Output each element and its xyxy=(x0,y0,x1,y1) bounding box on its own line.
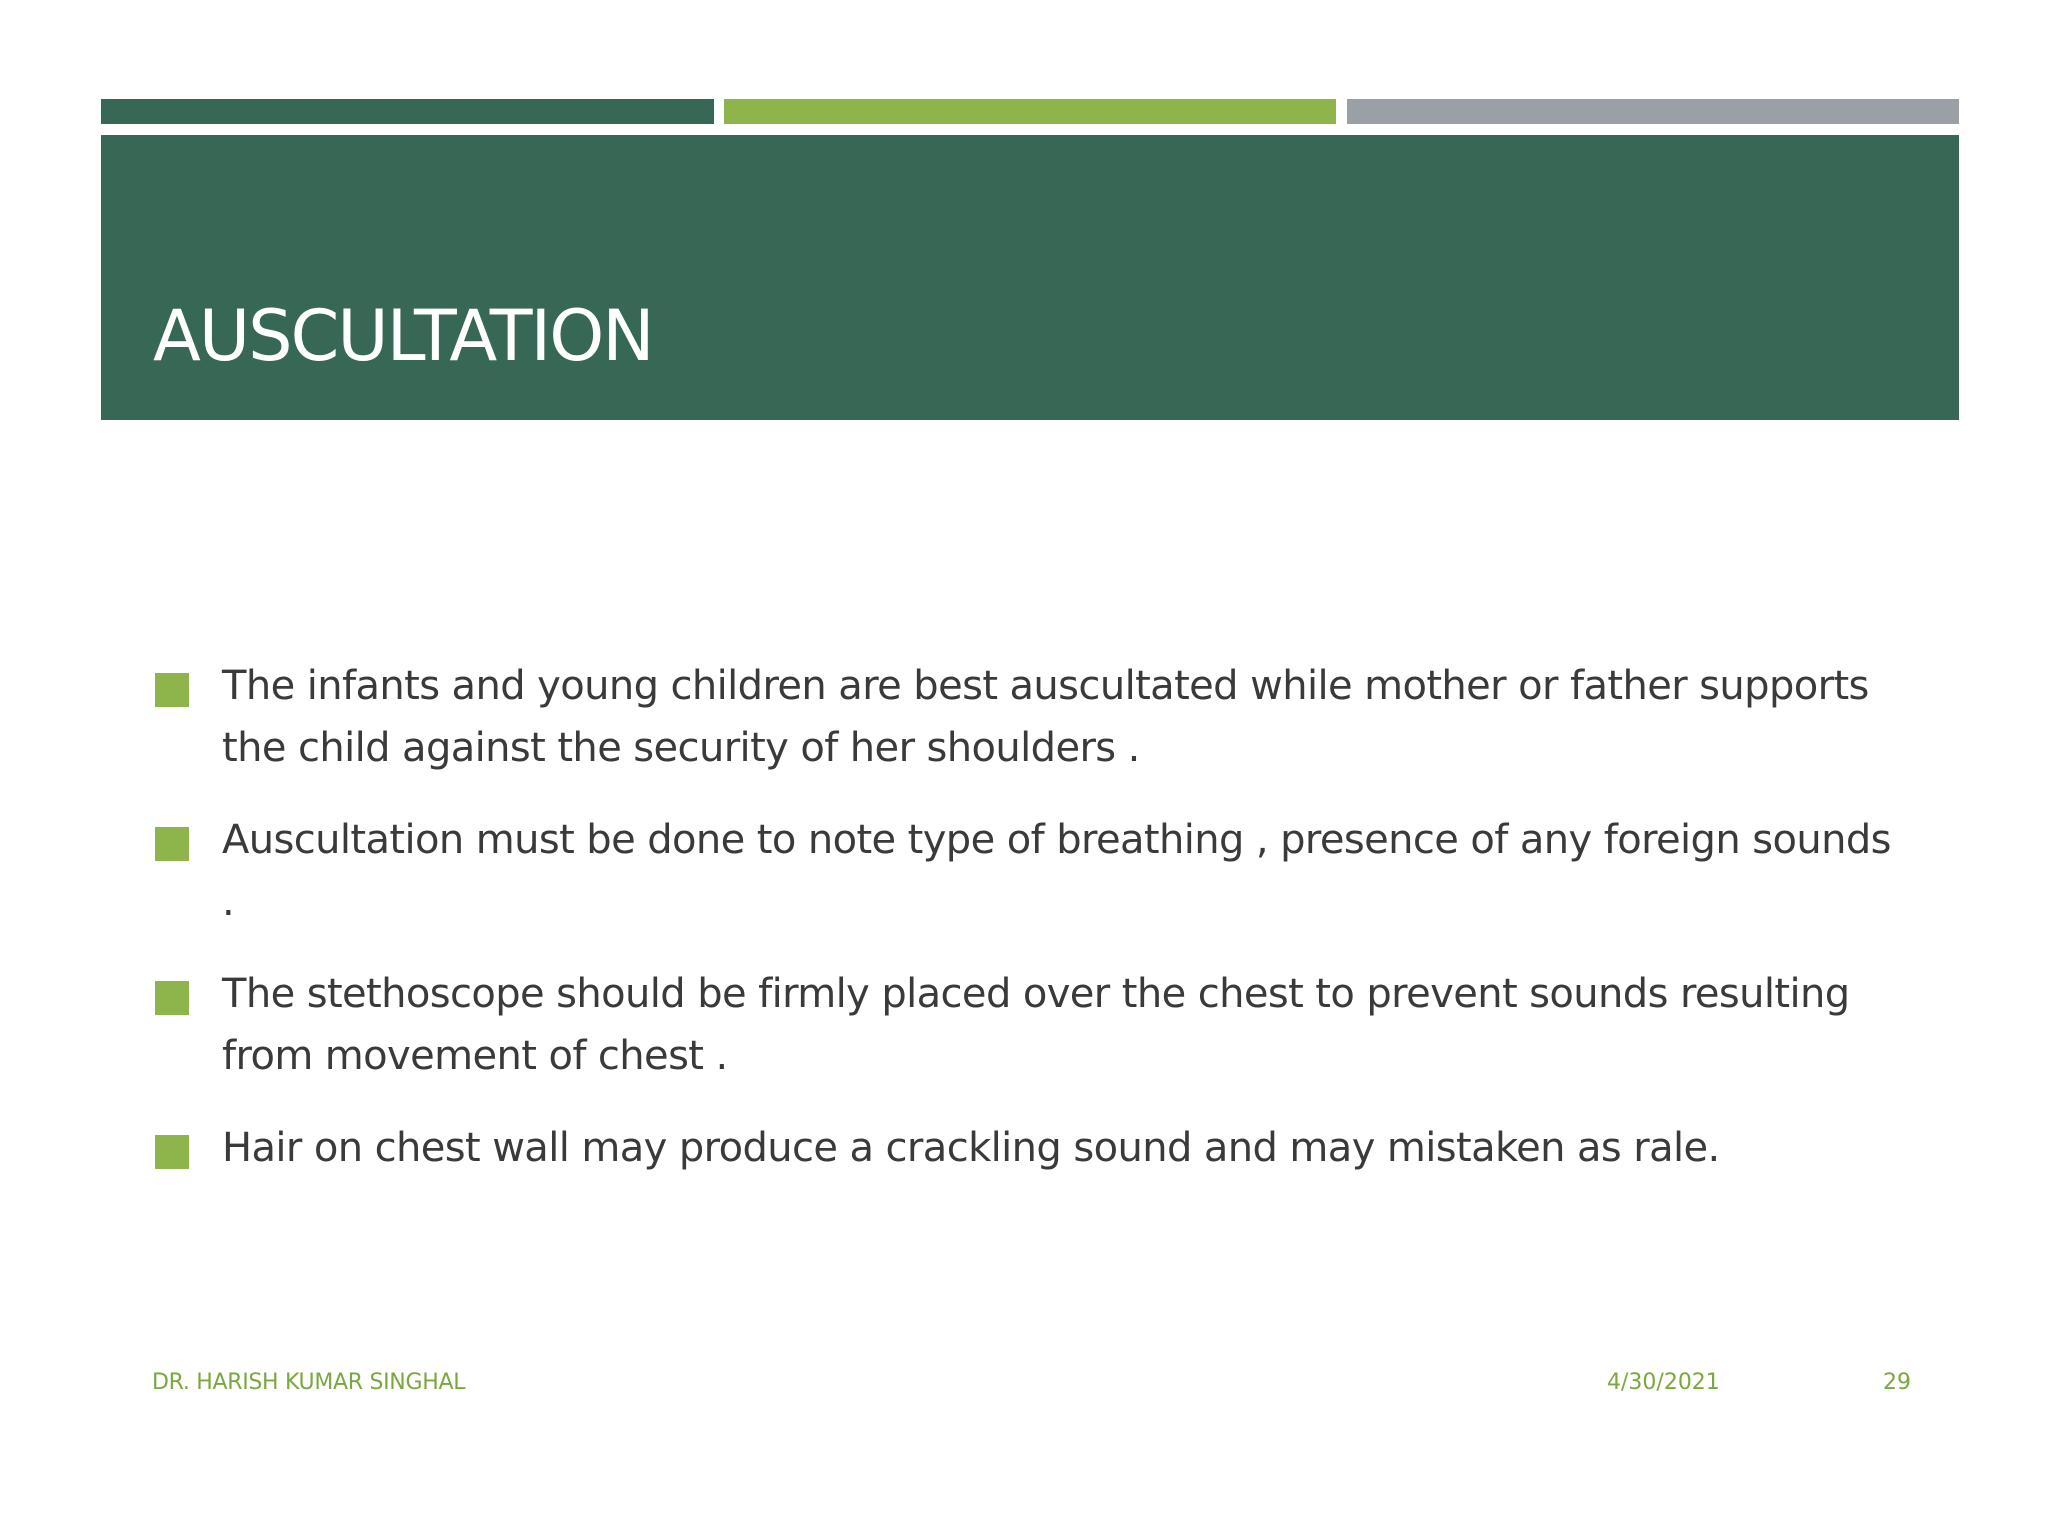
square-bullet-icon xyxy=(155,981,189,1015)
slide-title: AUSCULTATION xyxy=(153,295,653,377)
square-bullet-icon xyxy=(155,1135,189,1169)
square-bullet-icon xyxy=(155,827,189,861)
page-number: 29 xyxy=(1883,1370,1911,1395)
bullet-item xyxy=(155,655,1915,779)
bullet-text: The infants and young children are best auscultated while mother or father supports the child against the security of her shoulders . xyxy=(222,663,1869,771)
bullet-text: Auscultation must be done to note type of breathing , presence of any foreign sounds . xyxy=(222,817,1891,925)
footer-date: 4/30/2021 xyxy=(1607,1370,1720,1395)
footer-author: DR. HARISH KUMAR SINGHAL xyxy=(152,1370,466,1395)
bullet-list xyxy=(155,655,1915,1209)
accent-bar-light-green xyxy=(724,99,1336,124)
accent-bar-gray xyxy=(1347,99,1959,124)
bullet-item xyxy=(155,963,1915,1087)
square-bullet-icon xyxy=(155,673,189,707)
title-banner xyxy=(101,135,1959,420)
bullet-text: Hair on chest wall may produce a crackling sound and may mistaken as rale. xyxy=(222,1125,1720,1171)
bullet-item xyxy=(155,809,1915,933)
bullet-text: The stethoscope should be firmly placed over the chest to prevent sounds resulting from movement of chest . xyxy=(222,971,1850,1079)
accent-bar-dark-green xyxy=(101,99,714,124)
bullet-item xyxy=(155,1117,1915,1179)
